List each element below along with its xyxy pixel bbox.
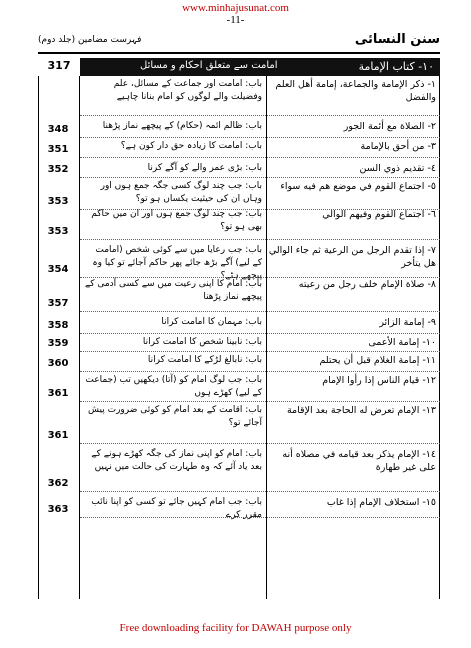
table-row (38, 352, 440, 372)
section-title-urdu: امامت سے متعلق احکام و مسائل (140, 60, 278, 71)
row-separator (80, 517, 440, 518)
site-url[interactable]: www.minhajusunat.com (182, 2, 289, 14)
table-row (38, 314, 440, 334)
table-row (38, 276, 440, 312)
entry-urdu-title: باب: جب لوگ امام کو (آتا) دیکھیں تب (جماعت کے لیے) کھڑے ہوں (85, 375, 262, 398)
page-number: -11- (226, 14, 245, 26)
entry-urdu-title: باب: مہمان کا امامت کرانا (161, 317, 262, 327)
row-separator (80, 239, 440, 240)
page-header (38, 30, 440, 52)
entry-page-number: 352 (47, 164, 69, 175)
entry-arabic-title: ٦- اجتماع القوم وفيهم الوالي (322, 209, 436, 220)
entry-urdu-title: باب: امام کا اپنی رعیت میں سے کسی آدمی کے پیچھے نماز پڑھنا (84, 279, 262, 302)
entry-arabic-title: ١٥- استخلاف الإمام إذا غاب (326, 497, 436, 508)
entry-urdu-title: باب: امامت کا زیادہ حق دار کون ہے؟ (120, 141, 262, 151)
entry-arabic-title: ٩- إمامة الزائر (379, 317, 436, 328)
entry-page-number: 361 (47, 388, 69, 399)
entry-urdu-title: باب: جب امام کہیں جائے تو کسی کو اپنا نائب مقرر کرے (91, 497, 262, 520)
entry-page-number: 362 (47, 478, 69, 489)
entry-page-number: 359 (47, 338, 69, 349)
entry-page-number: 353 (47, 196, 69, 207)
table-row (38, 76, 440, 116)
entry-urdu-title: باب: امامت اور جماعت کے مسائل، علم وفضیلت والے لوگوں کو امام بنانا چاہیے (113, 79, 262, 102)
entry-urdu-title: باب: اقامت کے بعد امام کو کوئی ضرورت پیش آجائے تو؟ (88, 405, 262, 428)
entry-arabic-title: ٧- إذا تقدم الرجل من الرعية ثم جاء الوالي هل يتأخر (268, 245, 436, 269)
entry-page-number: 363 (47, 504, 69, 515)
entry-arabic-title: ٤- تقديم ذوي السن (359, 163, 436, 174)
entry-page-number: 360 (47, 358, 69, 369)
entry-urdu-title: باب: امام کو اپنی نماز کی جگہ کھڑے ہونے کے بعد یاد آئے کہ وہ طہارت کی حالت میں نہیں (91, 449, 262, 472)
table-row (38, 206, 440, 240)
entry-page-number: 351 (47, 144, 69, 155)
footer-note: Free downloading facility for DAWAH purpose only (119, 622, 352, 634)
section-bar (38, 58, 440, 76)
entry-arabic-title: ٣- من أحق بالإمامة (360, 141, 436, 152)
row-separator (80, 491, 440, 492)
section-title-arabic: ١٠- كتاب الإمامة (358, 60, 434, 73)
index-label: فہرست مضامین (جلد دوم) (38, 35, 142, 45)
table-row (38, 402, 440, 444)
row-separator (80, 115, 440, 116)
entry-arabic-title: ٥- اجتماع القوم في موضع هم فيه سواء (280, 181, 436, 192)
entry-page-number: 361 (47, 430, 69, 441)
entry-arabic-title: ٨- صلاة الإمام خلف رجل من رعيته (298, 279, 436, 290)
entry-page-number: 358 (47, 320, 69, 331)
table-row (38, 138, 440, 158)
entry-page-number: 348 (47, 124, 69, 135)
entry-arabic-title: ١٢- قيام الناس إذا رأوا الإمام (322, 375, 436, 386)
entry-page-number: 354 (47, 264, 69, 275)
contents-table (38, 76, 440, 599)
header-rule (38, 52, 440, 54)
entry-urdu-title: باب: بڑی عمر والے کو آگے کرنا (147, 163, 262, 173)
entry-page-number: 357 (47, 298, 69, 309)
entry-arabic-title: ١٠- إمامة الأعمى (368, 337, 436, 348)
table-row (38, 160, 440, 178)
entry-urdu-title: باب: نابالغ لڑکے کا امامت کرانا (147, 355, 262, 365)
table-row (38, 494, 440, 518)
row-separator (80, 157, 440, 158)
entry-urdu-title: باب: جب چند لوگ کسی جگہ جمع ہوں اور وہاں ان کی حیثیت یکساں ہو تو؟ (100, 181, 262, 204)
entry-urdu-title: باب: جب چند لوگ جمع ہوں اور ان میں حاکم بھی ہو تو؟ (91, 209, 262, 232)
table-row (38, 242, 440, 281)
entry-urdu-title: باب: ظالم ائمہ (حکام) کے پیچھے نماز پڑھنا (102, 121, 262, 131)
book-title: سنن النسائی (354, 32, 440, 47)
table-row (38, 334, 440, 352)
entry-arabic-title: ١٤- الإمام يذكر بعد قيامه في مصلاه أنه على غير طهارة (282, 449, 436, 473)
entry-urdu-title: باب: نابینا شخص کا امامت کرانا (142, 337, 262, 347)
entry-arabic-title: ١٣- الإمام تعرض له الحاجة بعد الإقامة (286, 405, 436, 416)
row-separator (80, 443, 440, 444)
section-page: 317 (47, 59, 71, 72)
table-row (38, 118, 440, 138)
row-separator (80, 311, 440, 312)
entry-urdu-title: باب: جب رعایا میں سے کوئی شخص (امامت کے لیے) آگے بڑھ جائے پھر حاکم آجائے تو کیا وہ پیچھے ہٹے؟ (92, 245, 262, 281)
entry-page-number: 353 (47, 226, 69, 237)
entry-arabic-title: ١١- إمامة الغلام قبل أن يحتلم (319, 355, 436, 366)
table-row (38, 372, 440, 402)
entry-arabic-title: ٢- الصلاة مع أئمة الجور (343, 121, 436, 132)
section-title-bar (80, 58, 440, 76)
table-row (38, 446, 440, 492)
entry-arabic-title: ١- ذكر الإمامة والجماعة، إمامة أهل العلم والفضل (275, 79, 436, 103)
